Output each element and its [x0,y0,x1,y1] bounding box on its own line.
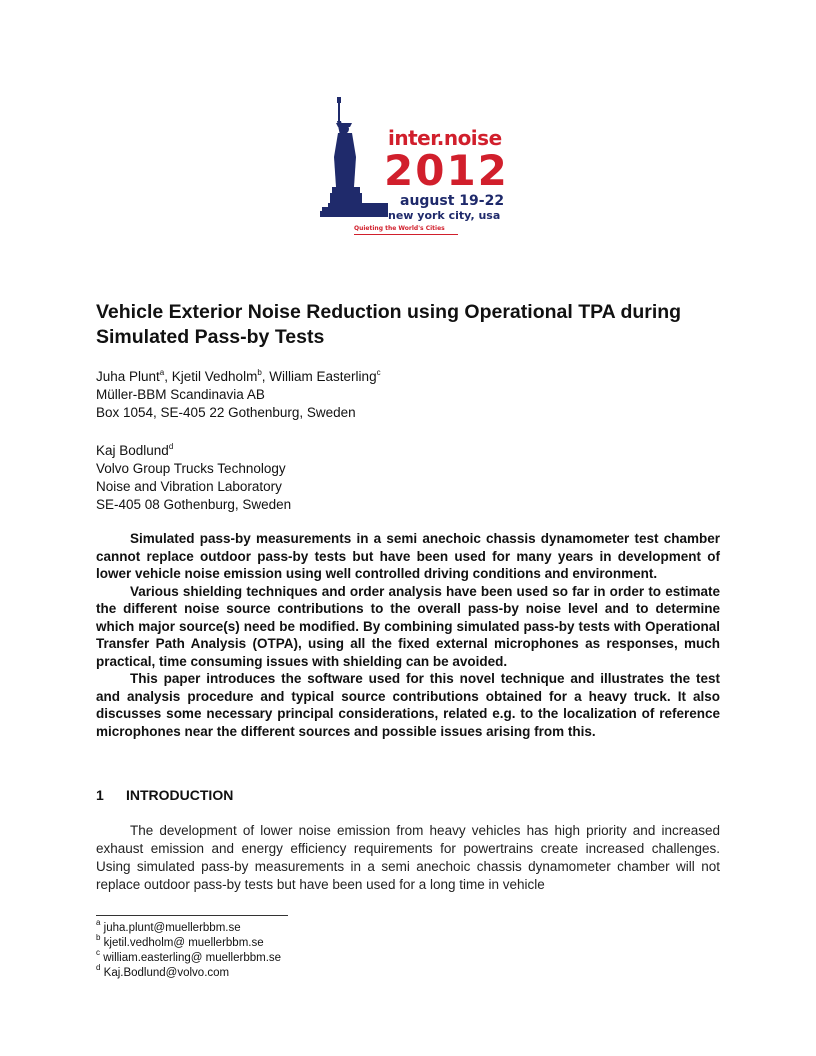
footnote-mark: d [96,963,101,972]
author-mark: d [168,442,174,451]
abstract-paragraph: Simulated pass-by measurements in a semi anechoic chassis dynamometer test chamber cannot replace outdoor pass-by tests but have been used for many years in development of lower vehicle noise emission using well controlled driving conditions and environment. [96,531,720,581]
author-name: Kjetil Vedholm [171,369,258,384]
paper-title: Vehicle Exterior Noise Reduction using Operational TPA during Simulated Pass-by Tests [96,301,682,348]
section-number: 1 [96,787,104,803]
logo-tagline: Quieting the World's Cities [354,225,445,232]
footnote [96,918,281,936]
affiliation-line: Müller-BBM Scandinavia AB [96,387,265,402]
abstract-paragraph: Various shielding techniques and order analysis have been used so far in order to estimate the different noise source contributions to the overall pass-by noise level and to determine which major source(s) need be modified. By combining simulated pass-by tests with Operational Transfer Path Analysis (OTPA), using all the fixed external microphones as responses, much practical, time consuming issues with shielding can be avoided. [96,583,720,669]
affiliation-line: Box 1054, SE-405 22 Gothenburg, Sweden [96,405,356,420]
logo-year: 2012 [384,146,509,195]
author-mark: b [257,368,262,377]
author-name: Juha Plunt [96,369,160,384]
author-line: Juha Plunt$^a$, Kjetil Vedholm$^b$, William Easterling$^c$ [96,368,381,384]
affiliation-line: Noise and Vibration Laboratory [96,479,282,494]
footnote-email[interactable]: juha.plunt@muellerbbm.se [103,922,241,934]
author-block-2 [96,442,291,514]
section-heading [96,786,233,804]
footnote-mark: b [96,933,101,942]
author-mark: c [376,368,381,377]
affiliation-line: SE-405 08 Gothenburg, Sweden [96,497,292,512]
section-title: INTRODUCTION [126,787,234,803]
author-name: William Easterling [269,369,377,384]
conference-logo [320,97,509,247]
abstract [96,530,720,740]
author-block-1 [96,368,381,422]
abstract-paragraph: This paper introduces the software used for this novel technique and illustrates the test and analysis procedure and typical source contributions obtained for a heavy truck. It also discusses some necessary principal considerations, related e.g. to the localization of reference microphones near the different sources and possible issues arising from this. [96,671,720,739]
footnote-email[interactable]: kjetil.vedholm@ muellerbbm.se [103,937,264,949]
footnote [96,933,281,951]
footnote-email[interactable]: Kaj.Bodlund@volvo.com [103,967,230,979]
logo-tagline-rule [354,234,458,235]
logo-wordmark: inter.noise [388,126,502,150]
footnote [96,963,281,981]
author-name: Kaj Bodlund [96,443,169,458]
footnotes [96,918,282,981]
author-mark: a [159,368,165,377]
footnote-divider [96,915,288,916]
footnote [96,948,282,966]
body-paragraph: The development of lower noise emission from heavy vehicles has high priority and increased exhaust emission and energy efficiency requirements for powertrains create increased challenges. Using simulated pass-by measurements in a semi anechoic chassis dynamometer chamber will not replace outdoor pass-by tests but have been used for a long time in vehicle [96,823,720,892]
logo-date: august 19-22 [400,193,505,209]
footnote-mark: c [96,948,100,957]
affiliation-line: Volvo Group Trucks Technology [96,461,286,476]
footnote-mark: a [96,918,101,927]
footnote-email[interactable]: william.easterling@ muellerbbm.se [103,952,282,964]
logo-city: new york city, usa [388,209,501,222]
author-line [96,442,291,460]
